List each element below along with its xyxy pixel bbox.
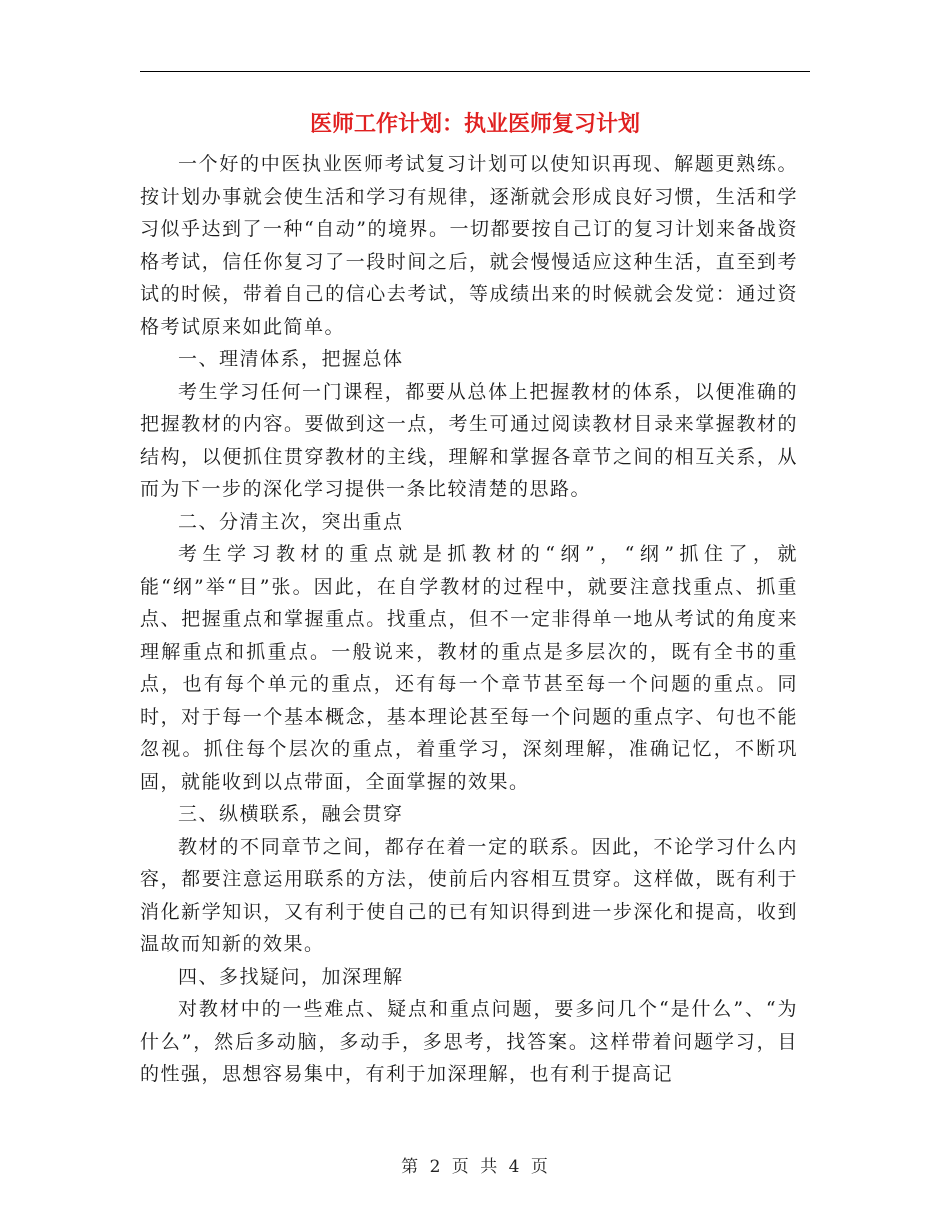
section-heading-3: 三、纵横联系，融会贯穿 [178, 803, 404, 825]
section-paragraph-2: 考生学习教材的重点就是抓教材的“纲”，“纲”抓住了，就能“纲”举“目”张。因此，在自学教材的过程中，就要注意找重点、抓重点、把握重点和掌握重点。找重点，但不一定非得单一地从考试的角度来理解重点和抓重点。一般说来，教材的重点是多层次的，既有全书的重点，也有每个单元的重点，还有每一个章节甚至每一个问题的重点。同时，对于每一个基本概念，基本理论甚至每一个问题的重点字、句也不能忽视。抓住每个层次的重点，着重学习，深刻理解，准确记忆，不断巩固，就能收到以点带面，全面掌握的效果。 [140, 543, 798, 793]
intro-paragraph: 一个好的中医执业医师考试复习计划可以使知识再现、解题更熟练。按计划办事就会使生活和学习有规律，逐渐就会形成良好习惯，生活和学习似乎达到了一种“自动”的境界。一切都要按自己订的复习计划来备战资格考试，信任你复习了一段时间之后，就会慢慢适应这种生活，直至到考试的时候，带着自己的信心去考试，等成绩出来的时候就会发觉：通过资格考试原来如此简单。 [140, 153, 798, 338]
section-paragraph-4: 对教材中的一些难点、疑点和重点问题，要多问几个“是什么”、“为什么”，然后多动脑，多动手，多思考，找答案。这样带着问题学习，目的性强，思想容易集中，有利于加深理解，也有利于提高记 [140, 998, 798, 1085]
document-body [140, 148, 798, 1091]
section-heading-4: 四、多找疑问，加深理解 [178, 965, 404, 988]
section-paragraph-1: 考生学习任何一门课程，都要从总体上把握教材的体系，以便准确的把握教材的内容。要做到这一点，考生可通过阅读教材目录来掌握教材的结构，以便抓住贯穿教材的主线，理解和掌握各章节之间的相互关系，从而为下一步的深化学习提供一条比较清楚的思路。 [140, 380, 798, 500]
page-number-footer: 第 2 页 共 4 页 [401, 1157, 549, 1177]
section-heading-1: 一、理清体系，把握总体 [178, 348, 404, 370]
section-heading-2: 二、分清主次，突出重点 [178, 510, 404, 533]
section-paragraph-3: 教材的不同章节之间，都存在着一定的联系。因此，不论学习什么内容，都要注意运用联系的方法，使前后内容相互贯穿。这样做，既有利于消化新学知识，又有利于使自己的已有知识得到进一步深化和提高，收到温故而知新的效果。 [140, 835, 798, 955]
header-rule [140, 71, 810, 72]
document-title: 医师工作计划：执业医师复习计划 [309, 111, 640, 137]
